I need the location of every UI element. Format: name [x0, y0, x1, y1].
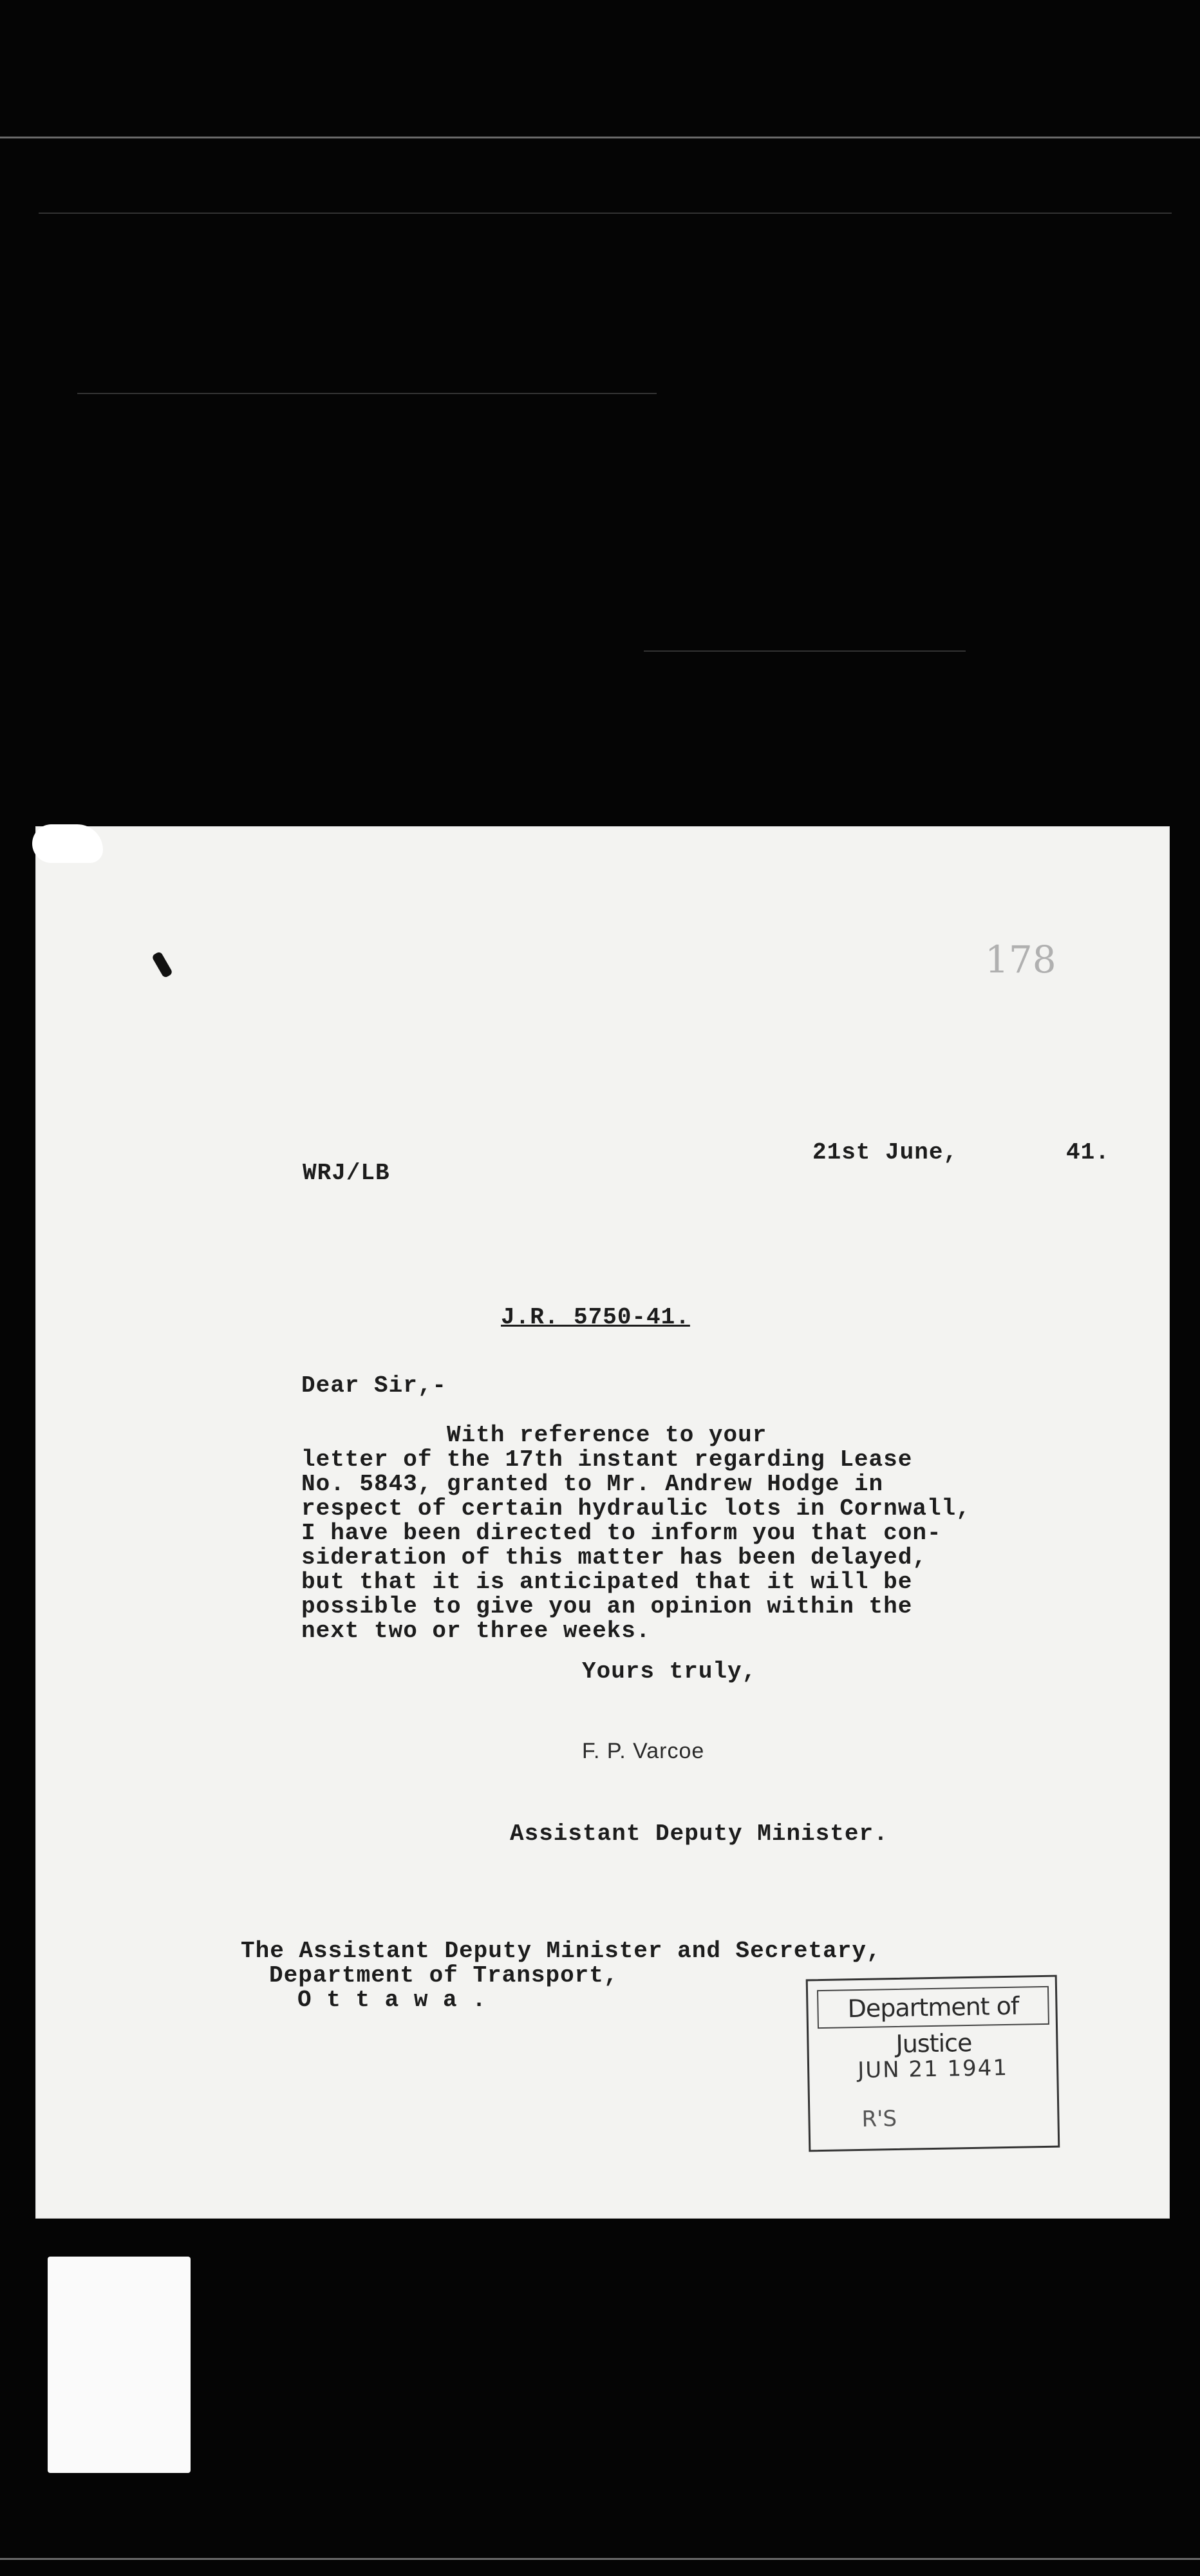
body-line: No. 5843, granted to Mr. Andrew Hodge in — [301, 1471, 884, 1497]
body-line: letter of the 17th instant regarding Lease — [301, 1446, 913, 1473]
received-stamp — [806, 1975, 1060, 2152]
letter-date: 21st June, — [812, 1139, 959, 1166]
film-edge-line — [0, 2558, 1200, 2560]
closing: Yours truly, — [582, 1658, 757, 1685]
initials: WRJ/LB — [303, 1160, 390, 1186]
stamp-date: JUN 21 1941 — [857, 2054, 1009, 2084]
body-line: I have been directed to inform you that con- — [301, 1520, 942, 1546]
body-line: but that it is anticipated that it will be — [301, 1569, 913, 1595]
film-frame-marker — [48, 2257, 191, 2473]
film-scratch — [39, 213, 1172, 214]
folio-number: 178 — [985, 938, 1056, 981]
body-line: next two or three weeks. — [301, 1618, 651, 1644]
film-scratch — [77, 393, 657, 394]
addressee-line: Department of Transport, — [269, 1962, 619, 1989]
body-line: possible to give you an opinion within the — [301, 1593, 913, 1620]
film-scratch — [644, 650, 966, 652]
stamp-department: Department of Justice — [817, 1986, 1049, 2029]
signatory-title: Assistant Deputy Minister. — [510, 1821, 888, 1847]
salutation: Dear Sir,- — [301, 1372, 447, 1399]
body-line: respect of certain hydraulic lots in Cornwall, — [301, 1495, 971, 1522]
reference-number: J.R. 5750-41. — [501, 1304, 690, 1331]
body-line: sideration of this matter has been delayed, — [301, 1544, 927, 1571]
paper-torn-corner — [32, 824, 103, 863]
signatory-name: F. P. Varcoe — [582, 1739, 705, 1763]
letter-year: 41. — [1066, 1139, 1110, 1166]
addressee-line: The Assistant Deputy Minister and Secretary, — [241, 1938, 881, 1964]
stamp-received: R'S — [861, 2105, 897, 2132]
film-edge-line — [0, 137, 1200, 138]
body-line: With reference to your — [301, 1422, 767, 1448]
addressee-line: O t t a w a . — [297, 1987, 487, 2013]
